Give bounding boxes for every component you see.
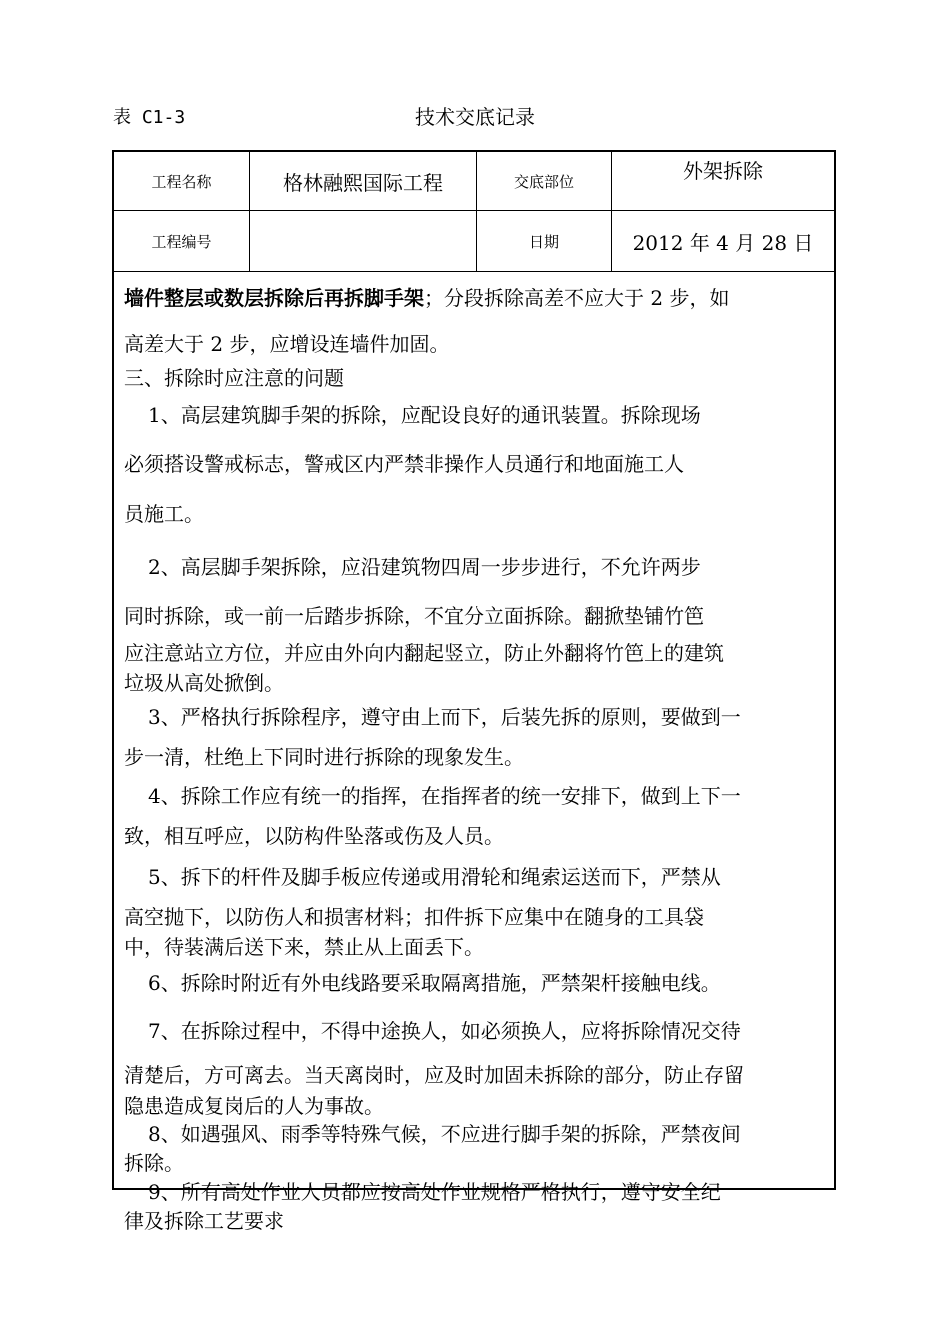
content-line: 隐患造成复岗后的人为事故。: [124, 1094, 384, 1118]
content-line: 4、拆除工作应有统一的指挥，在指挥者的统一安排下，做到上下一: [148, 784, 741, 808]
content-line: 1、高层建筑脚手架的拆除，应配设良好的通讯装置。拆除现场: [148, 403, 701, 427]
content-line: 9、所有高处作业人员都应按高处作业规格严格执行，遵守安全纪: [148, 1180, 721, 1204]
section-title: 三、拆除时应注意的问题: [124, 366, 344, 390]
project-no-label: 工程编号: [151, 232, 212, 251]
content-line: 3、严格执行拆除程序，遵守由上而下，后装先拆的原则，要做到一: [148, 705, 741, 729]
content-line: 律及拆除工艺要求: [124, 1209, 284, 1233]
date-label: 日期: [528, 232, 559, 251]
content-line: 高差大于 2 步，应增设连墙件加固。: [124, 332, 450, 356]
project-name-label: 工程名称: [151, 172, 212, 191]
content-text: ；分段拆除高差不应大于 2 步，如: [424, 286, 730, 310]
content-line: 垃圾从高处掀倒。: [124, 671, 284, 695]
content-line: 同时拆除，或一前一后踏步拆除，不宜分立面拆除。翻掀垫铺竹笆: [124, 604, 704, 628]
disclosure-content: [124, 272, 830, 1233]
content-line: 5、拆下的杆件及脚手板应传递或用滑轮和绳索运送而下，严禁从: [148, 865, 721, 889]
content-line: 必须搭设警戒标志，警戒区内严禁非操作人员通行和地面施工人: [124, 452, 684, 476]
bold-phrase: 墙件整层或数层拆除后再拆脚手架: [124, 286, 424, 310]
content-line: 6、拆除时附近有外电线路要采取隔离措施，严禁架杆接触电线。: [148, 971, 721, 995]
content-line: 中，待装满后送下来，禁止从上面丢下。: [124, 935, 484, 959]
project-no-value: [250, 211, 476, 271]
date-value: 2012 年 4 月 28 日: [632, 230, 814, 255]
content-line: 2、高层脚手架拆除，应沿建筑物四周一步步进行，不允许两步: [148, 555, 701, 579]
content-line: 应注意站立方位，并应由外向内翻起竖立，防止外翻将竹笆上的建筑: [124, 641, 724, 665]
content-line: 清楚后，方可离去。当天离岗时，应及时加固未拆除的部分，防止存留: [124, 1063, 744, 1087]
content-line: 7、在拆除过程中，不得中途换人，如必须换人，应将拆除情况交待: [148, 1019, 741, 1043]
form-number: 表 C1-3: [113, 107, 186, 128]
location-value: 外架拆除: [683, 158, 763, 183]
content-line: 步一清，杜绝上下同时进行拆除的现象发生。: [124, 745, 524, 769]
content-line: 高空抛下，以防伤人和损害材料；扣件拆下应集中在随身的工具袋: [124, 905, 704, 929]
content-line: 8、如遇强风、雨季等特殊气候，不应进行脚手架的拆除，严禁夜间: [148, 1122, 741, 1146]
content-line: 拆除。: [124, 1151, 184, 1175]
record-table: [112, 150, 836, 1233]
document-title: 技术交底记录: [415, 105, 535, 129]
content-line: 致，相互呼应，以防构件坠落或伤及人员。: [124, 824, 504, 848]
content-line: [124, 272, 830, 324]
location-label: 交底部位: [513, 172, 574, 191]
content-line: 员施工。: [124, 502, 204, 526]
project-name-value: 格林融熙国际工程: [283, 170, 443, 195]
